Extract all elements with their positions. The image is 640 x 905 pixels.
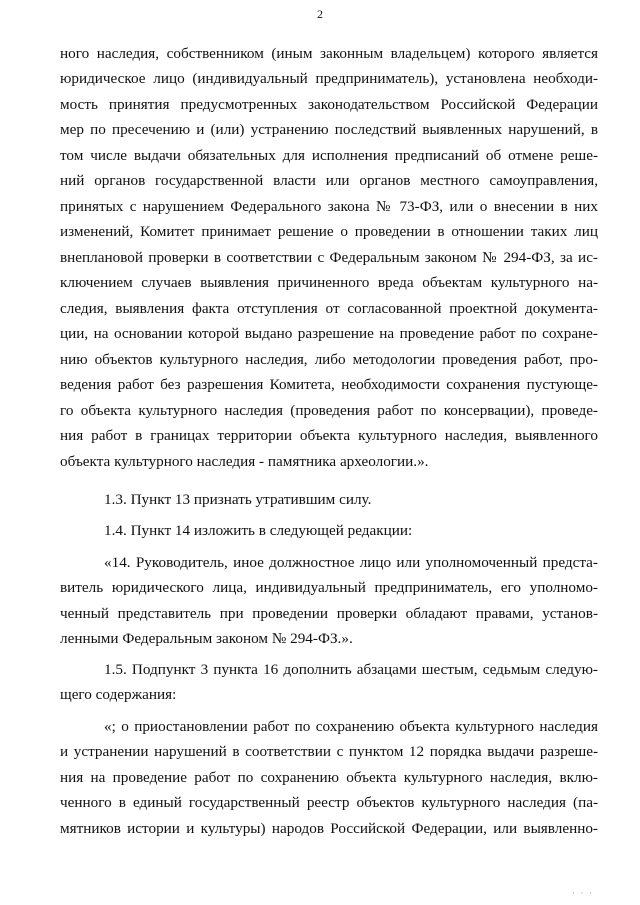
paragraph-1-5: 1.5. Подпункт 3 пункта 16 дополнить абзацами шестым, седьмым следую-: [104, 661, 598, 678]
text-line: мер по пресечению и (или) устранению последствий выявленных нарушений, в: [60, 121, 598, 138]
text-line: нию объектов культурного наследия, либо методологии проведения работ, про-: [60, 351, 598, 368]
paragraph-1-3: 1.3. Пункт 13 признать утратившим силу.: [104, 491, 372, 508]
scan-artifact: · · ·: [572, 889, 594, 898]
text-line: ключением случаев выявления причиненного вреда объектам культурного на-: [60, 274, 598, 291]
text-line: го объекта культурного наследия (проведения работ по консервации), проведе-: [60, 402, 598, 419]
text-line: ний органов государственной власти или органов местного самоуправления,: [60, 172, 598, 189]
text-line: «; о приостановлении работ по сохранению объекта культурного наследия: [104, 718, 598, 735]
text-line: изменений, Комитет принимает решение о проведении в отношении таких лиц: [60, 223, 598, 240]
text-line: ного наследия, собственником (иным законным владельцем) которого является: [60, 45, 598, 62]
text-line: юридическое лицо (индивидуальный предприниматель), установлена необходи-: [60, 70, 598, 87]
text-line: ния на проведение работ по сохранению объекта культурного наследия, вклю-: [60, 769, 598, 786]
text-line: объекта культурного наследия - памятника археологии.».: [60, 453, 429, 470]
text-line: «14. Руководитель, иное должностное лицо или уполномоченный предста-: [104, 554, 598, 571]
text-line: ции, на основании которой выдано разрешение на проведение работ по сохране-: [60, 325, 598, 342]
text-line: ленными Федеральным законом № 294-ФЗ.».: [60, 630, 353, 647]
text-line: принятых с нарушением Федерального закона № 73-ФЗ, или о внесении в них: [60, 198, 598, 215]
text-line: ченный представитель при проведении проверки обладают правами, установ-: [60, 605, 598, 622]
text-line: мость принятия предусмотренных законодательством Российской Федерации: [60, 96, 598, 113]
text-line: щего содержания:: [60, 686, 177, 703]
text-line: внеплановой проверки в соответствии с Федеральным законом № 294-ФЗ, за ис-: [60, 249, 598, 266]
text-line: и устранении нарушений в соответствии с пунктом 12 порядка выдачи разреше-: [60, 743, 598, 760]
text-line: следия, выявления факта отступления от согласованной проектной документа-: [60, 300, 598, 317]
text-line: мятников истории и культуры) народов Российской Федерации, или выявленно-: [60, 820, 598, 837]
paragraph-1-4: 1.4. Пункт 14 изложить в следующей редакции:: [104, 522, 413, 539]
text-line: том числе выдачи обязательных для исполнения предписаний об отмене реше-: [60, 147, 598, 164]
page-number: 2: [317, 7, 323, 21]
text-line: ведения работ без разрешения Комитета, необходимости сохранения пустующе-: [60, 376, 598, 393]
text-line: ния работ в границах территории объекта культурного наследия, выявленного: [60, 427, 598, 444]
text-line: ченного в единый государственный реестр объектов культурного наследия (па-: [60, 794, 598, 811]
text-line: витель юридического лица, индивидуальный предприниматель, его уполномо-: [60, 579, 598, 596]
